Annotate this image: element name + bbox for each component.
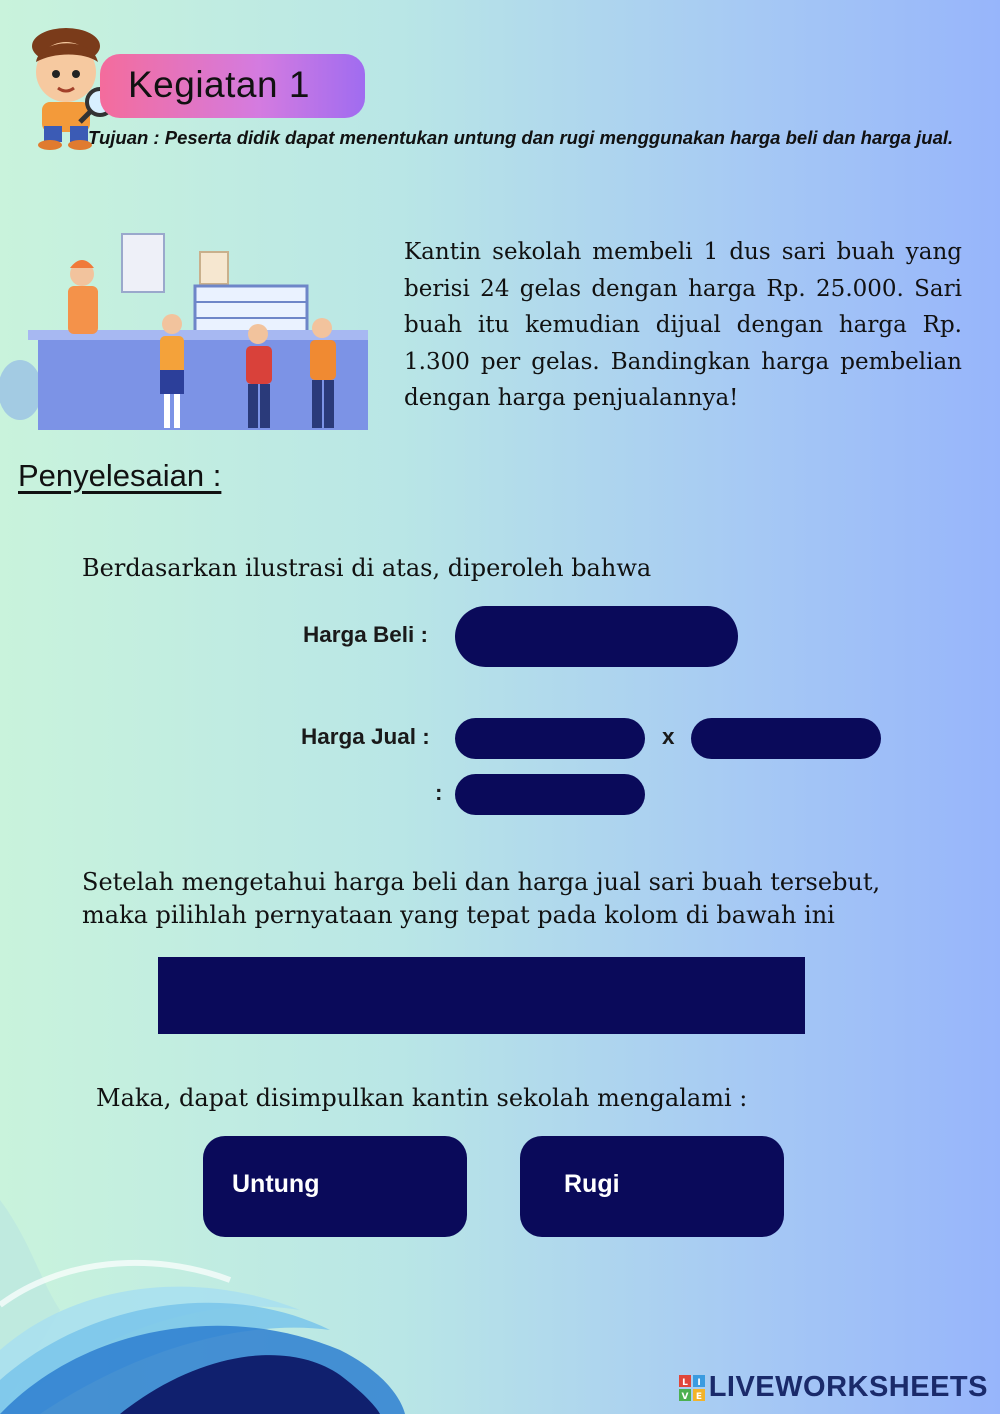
sell-price-result-input[interactable] — [455, 774, 645, 815]
buy-price-label: Harga Beli : — [303, 622, 429, 647]
sell-price-label: Harga Jual : — [301, 724, 430, 749]
svg-text:V: V — [681, 1391, 689, 1401]
problem-text: Kantin sekolah membeli 1 dus sari buah yang berisi 24 gelas dengan harga Rp. 25.000. Sari buah itu kemudian dijual dengan harga Rp. 1.300 per gelas. Bandingkan harga pembelian dengan harga penjualannya! — [404, 239, 962, 411]
conclusion-prompt: Maka, dapat disimpulkan kantin sekolah mengalami : — [96, 1084, 748, 1112]
svg-text:I: I — [697, 1377, 701, 1388]
svg-text:L: L — [681, 1377, 688, 1388]
sell-price-unit-input[interactable] — [691, 718, 881, 759]
brand-text: LIVEWORKSHEETS — [708, 1371, 988, 1403]
canteen-illustration — [0, 230, 372, 436]
sell-price-quantity-input[interactable] — [455, 718, 645, 759]
result-symbol: : — [435, 780, 443, 805]
objective-text: Tujuan : Peserta didik dapat menentukan untung dan rugi menggunakan harga beli dan harga jual. — [88, 127, 954, 148]
solution-heading: Penyelesaian : — [18, 458, 222, 493]
choose-instruction: Setelah mengetahui harga beli dan harga jual sari buah tersebut, maka pilihlah pernyataan yang tepat pada kolom di bawah ini — [82, 868, 881, 929]
statement-answer-box[interactable] — [158, 957, 805, 1034]
liveworksheets-brand — [679, 1371, 988, 1404]
multiply-symbol: x — [662, 724, 675, 749]
loss-option-button[interactable] — [520, 1136, 784, 1237]
loss-option-label: Rugi — [564, 1170, 620, 1198]
profit-option-button[interactable] — [203, 1136, 467, 1237]
liveworksheets-logo-icon — [679, 1375, 705, 1401]
solution-intro: Berdasarkan ilustrasi di atas, diperoleh bahwa — [82, 554, 652, 582]
svg-text:E: E — [695, 1391, 702, 1401]
buy-price-input[interactable] — [455, 606, 738, 667]
activity-title: Kegiatan 1 — [128, 64, 310, 105]
profit-option-label: Untung — [232, 1170, 320, 1198]
